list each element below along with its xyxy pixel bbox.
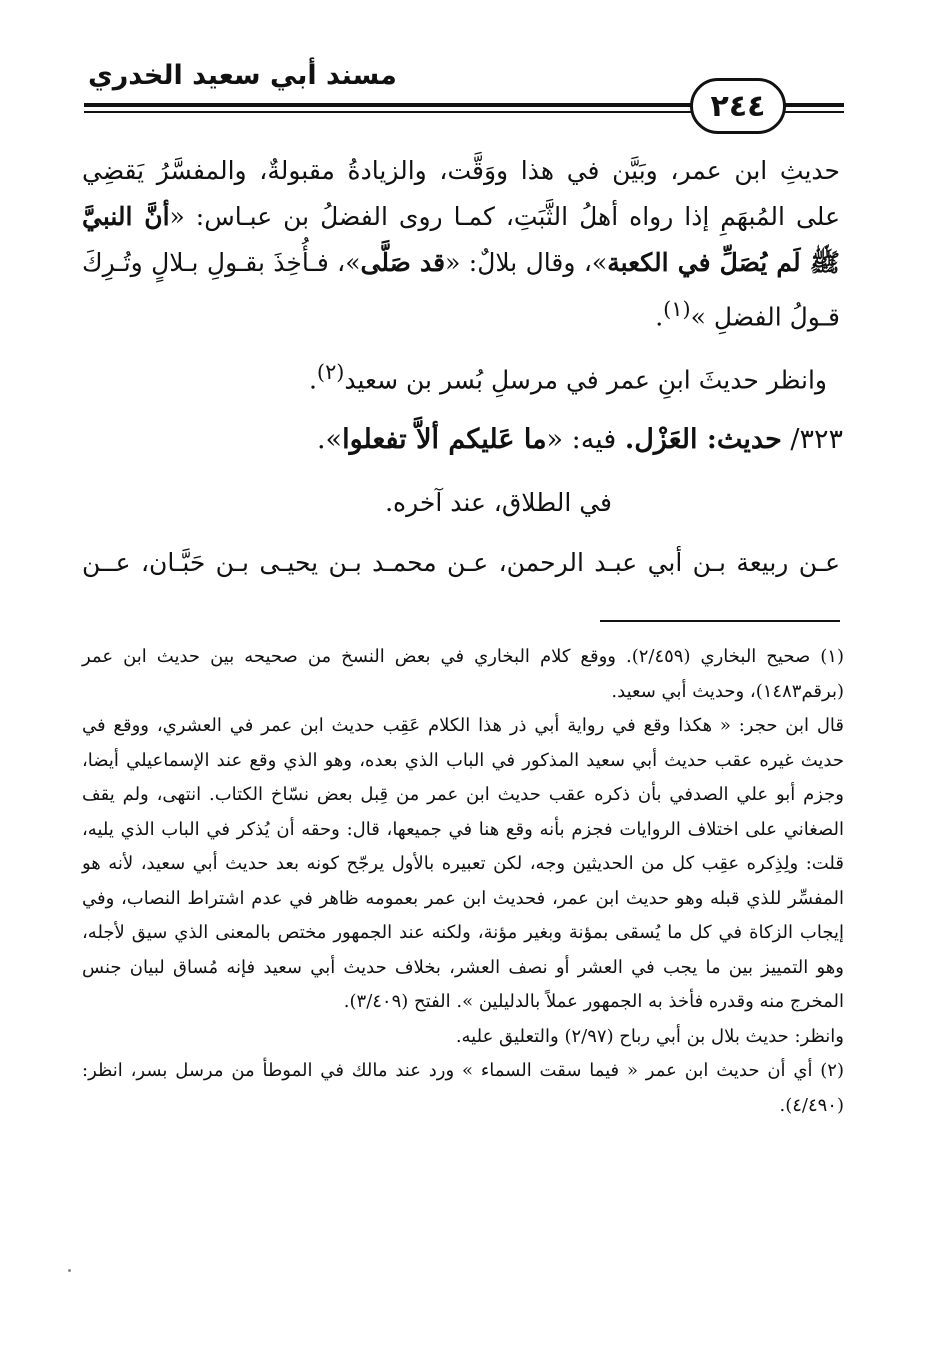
header-rule (84, 103, 694, 107)
footnote-2: (٢) أي أن حديث ابن عمر « فيما سقت السماء » ورد عند مالك في الموطأ من مرسل بسر، انظر: (٤/٤٩٠). (82, 1060, 844, 1116)
page-number: ٢٤٤ (690, 78, 786, 134)
chain-line: عـن ربيعة بـن أبي عبـد الرحمن، عـن محمـد بـن يحيـى بـن حَبَّـان، عــن (82, 548, 840, 577)
scan-speck (68, 1269, 71, 1272)
bold-quote: قد صَلَّى (360, 248, 446, 277)
running-title: مسند أبي سعيد الخدري (88, 60, 397, 91)
hadith-title: حديث: العَزْل. (624, 424, 782, 455)
footnote-ref: (١) (663, 297, 691, 321)
footnote-1-continuation: قال ابن حجر: « هكذا وقع في رواية أبي ذر هذا الكلام عَقِب حديث ابن عمر في العشري، ووقع في حديث غيره عقب حديث أبي سعيد المذكور في الباب الذي بعده، وهو الذي وقع عند الإسماعيلي أيضا، وجزم أبو علي الصدفي بأن ذكره عقب حديث ابن عمر من قِبل بعض نسّاخ الكتاب. انتهى، ولم يقف الصغاني على اختلاف الروايات فجزم بأنه وقع هنا في جميعها، قال: وحقه أن يُذكر في الباب الذي يليه، قلت: ولِذِكره عقِب كل من الحديثين وجه، لكن تعبيره بالأول يرجّح كونه بعد حديث أبي سعيد، لأنه هو المفسِّر للذي قبله وهو حديث ابن عمر، فحديث ابن عمر بعمومه ظاهر في عدم اشتراط النصاب، وفي إيجاب الزكاة في كل ما يُسقى بمؤنة وبغير مؤنة، ولكنه عند الجمهور مختص بالمعنى الذي سيق لأجله، وهو التمييز بين ما يجب في العشر أو نصف العشر، بخلاف حديث أبي سعيد فإنه مُساق لبيان جنس المخرج منه وقدره فأخذ به الجمهور عملاً بالدليلين ». الفتح (٣/٤٠٩). (82, 715, 844, 1012)
see-also-line: وانظر حديثَ ابنِ عمر في مرسلِ بُسر بن سعيد$^{(٢)}$. (308, 360, 827, 395)
hadith-number: ٣٢٣/ (790, 424, 843, 455)
header-rule (84, 111, 694, 113)
footnote-ref: (٢) (316, 360, 345, 384)
header-rule (780, 103, 844, 107)
footnote-separator (600, 620, 840, 622)
paragraph-1: حديثِ ابن عمر، وبَيَّن في هذا ووَقَّت، والزيادةُ مقبولةٌ، والمفسَّرُ يَقضِي على المُبهَمِ إذا رواه أهلُ الثَّبَتِ، كمـا روى الفضلُ بن عبـاس: «أنَّ النبيَّ ﷺ لَم يُصَلِّ في الكعبة»، وقال بلالٌ: «قد صَلَّى»، فـأُخِذَ بقـولِ بـلالٍ وتُـرِكَ قـولُ الفضلِ »$^{(١)}$. (82, 156, 841, 332)
bold-quote: أنَّ النبيَّ ﷺ لَم يُصَلِّ في الكعبة (82, 202, 841, 277)
footnotes (82, 640, 844, 1123)
hadith-quote: ما عَليكم ألاَّ تفعلوا (342, 424, 547, 455)
location-line: في الطلاق، عند آخره. (385, 488, 612, 517)
header-rule (780, 111, 844, 113)
footnote-1-see-also: وانظر: حديث بلال بن أبي رباح (٢/٩٧) والتعليق عليه. (455, 1025, 844, 1047)
main-paragraph (82, 148, 840, 340)
footnote-1: (١) صحيح البخاري (٢/٤٥٩). ووقع كلام البخاري في بعض النسخ من صحيحه بين حديث ابن عمر (برقم١٤٨٣)، وحديث أبي سعيد. (82, 646, 844, 702)
hadith-heading: ٣٢٣/ حديث: العَزْل. فيه: «ما عَليكم ألاَّ تفعلوا». (316, 424, 843, 455)
